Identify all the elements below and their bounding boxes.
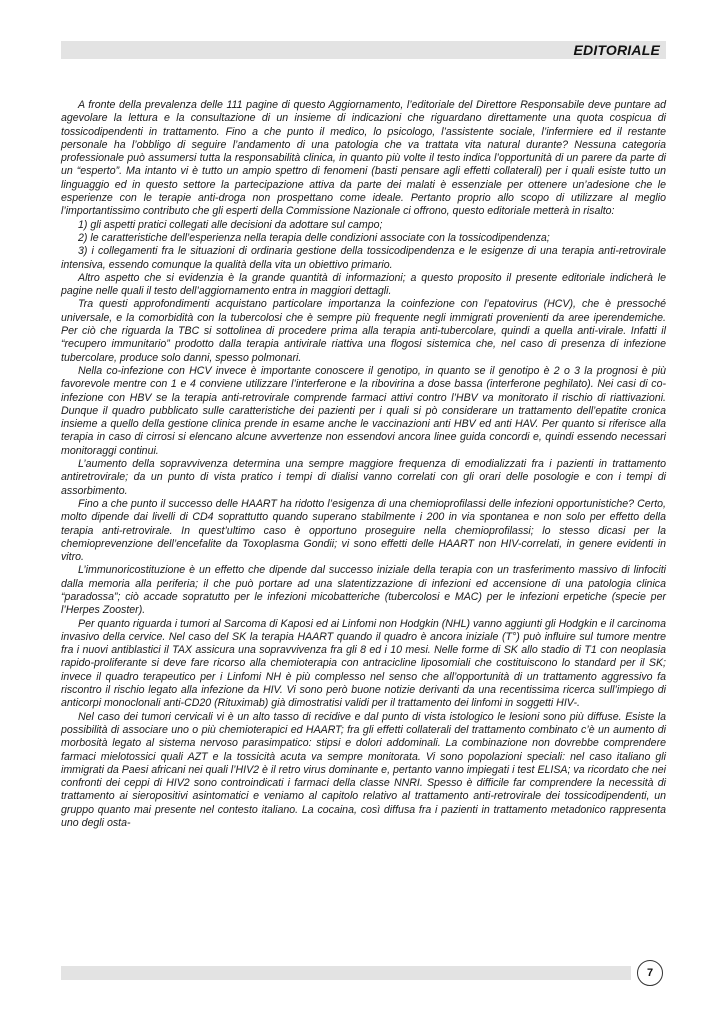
paragraph: Tra questi approfondimenti acquistano particolare importanza la coinfezione con l’epatovirus (HCV), che è pressoché universale, e la comorbidità con la tubercolosi che è sempre più frequente negli immigrati provenienti da aree iperendemiche. Per ciò che riguarda la TBC si sottolinea di procedere prima alla terapia anti-tubercolare, quindi a quella anti-virale. Infatti il “recupero immunitario” prodotto dalla terapia antivirale riattiva una flogosi sistemica che, nel caso di presenza di infezione tubercolare, produce solo danni, spesso polmonari. — [61, 298, 666, 364]
paragraph: Per quanto riguarda i tumori al Sarcoma di Kaposi ed ai Linfomi non Hodgkin (NHL) vanno aggiunti gli Hodgkin e il carcinoma invasivo della cervice. Nel caso del SK la terapia HAART quando il quadro è ancora iniziale (T°) può influire sul tumore mentre fra i nuovi antiblastici il TAX assicura una sopravvivenza fra gli 8 ed i 10 mesi. Nelle forme di SK allo stadio di T1 con neoplasia rapido-proliferante si deve fare ricorso alla chemioterapia con antracicline liposomiali che costituiscono lo standard per il SK; invece il quadro terapeutico per i Linfomi NH è più complesso nel senso che all’opportunità di un trattamento aggressivo fa riscontro il rischio legato alla infezione da HIV. Vi sono però buone notizie derivanti da una recentissima ricerca sull’impiego di anticorpi monoclonali anti-CD20 (Rituximab) già dimostratisi validi per il trattamento dei linfomi in soggetti HIV-. — [61, 617, 666, 710]
page-number: 7 — [646, 967, 654, 979]
paragraph: Fino a che punto il successo delle HAART ha ridotto l’esigenza di una chemioprofilassi delle infezioni opportunistiche? Certo, molto dipende dai livelli di CD4 soprattutto quando superano stabilmente i 200 in via spontanea e non solo per effetto della terapia anti-retrovirale. In quest’ultimo caso è opportuno proseguire nella chemioprofilassi; lo stesso dicasi per la chemioprevenzione dell’encefalite da Toxoplasma Gondii; vi sono effetti delle HAART non HIV-correlati, in genere evidenti in vitro. — [61, 497, 666, 564]
list-item: 1) gli aspetti pratici collegati alle decisioni da adottare sul campo; — [78, 218, 383, 231]
paragraph: L’aumento della sopravvivenza determina una sempre maggiore frequenza di emodializzati fra i pazienti in trattamento antiretrovirale; da un punto di vista pratico i tempi di dialisi vanno correlati con gli orari delle posologie e con i tempi di assorbimento. — [61, 458, 666, 497]
footer-bar — [61, 966, 631, 980]
paragraph: A fronte della prevalenza delle 111 pagine di questo Aggiornamento, l’editoriale del Direttore Responsabile deve puntare ad agevolare la lettura e la consultazione di un insieme di indicazioni che riguardano direttamente una quota cospicua di tossicodipendenti in trattamento. Fino a che punto il medico, lo psicologo, l’assistente sociale, l’infermiere ed il restante personale ha l’obbligo di seguire l’andamento di una patologia che va trattata vita natural durante? Nessuna categoria professionale può assumersi tutta la responsabilità clinica, in quanto più volte il testo indica l’opportunità di un parere da parte di un “esperto”. Ma intanto vi è tutto un ampio spettro di fenomeni (basti pensare agli effetti collaterali) per i quali esiste tutto un linguaggio ed in questo settore la partecipazione attiva da parte dei malati è essenziale per ottenere un’adesione che le esperienze con le terapie anti-droga non prospettano come ideale. Pertanto proprio allo scopo di utilizzare al meglio l’importantissimo contributo che gli esperti della Commissione Nazionale ci offrono, questo editoriale metterà in risalto: — [61, 99, 666, 218]
list-item: 2) le caratteristiche dell’esperienza nella terapia delle condizioni associate con la tossicodipendenza; — [78, 231, 550, 244]
editorial-body — [61, 99, 666, 830]
paragraph: Nella co-infezione con HCV invece è importante conoscere il genotipo, in quanto se il genotipo è 2 o 3 la prognosi è più favorevole mentre con 1 e 4 conviene utilizzare l’interferone e la ribovirina a dose bassa (interferone peghilato). Nei casi di co-infezione con HBV se la terapia anti-retrovirale comprende farmaci attivi contro l’HBV va monitorato il rischio di riattivazioni. Dunque il quadro pubblicato sulle caratteristiche dei pazienti per i quali si pò considerare un trattamento dell’epatite cronica insieme a quello della gestione clinica prende in esame anche le vaccinazioni anti HBV ed anti HAV. Per quanto si riferisce alla terapia in caso di cirrosi si elencano alcune avvertenze non essendovi ancora linee guida concordi e, quindi essendo necessari monitoraggi continui. — [61, 364, 666, 457]
section-title: EDITORIALE — [573, 42, 660, 58]
list-item: 3) i collegamenti fra le situazioni di ordinaria gestione della tossicodipendenza e le esigenze di una terapia anti-retrovirale intensiva, essendo comunque la qualità della vita un obiettivo primario. — [61, 245, 666, 271]
paragraph: Altro aspetto che si evidenzia è la grande quantità di informazioni; a questo proposito il presente editoriale indicherà le pagine nelle quali il testo dell’aggiornamento entra in maggiori dettagli. — [61, 271, 666, 298]
page-number-badge — [637, 960, 663, 986]
paragraph: L’immunoricostituzione è un effetto che dipende dal successo iniziale della terapia con un trasferimento massivo di linfociti dalla memoria alla periferia; il che può portare ad una slatentizzazione di infezioni ed accensione di una patologia clinica “paradossa”; ciò accade sopratutto per le infezioni micobatteriche (tubercolosi e MAC) per le infezioni erpetiche (specie per l’Herpes Zooster). — [61, 564, 666, 617]
paragraph: Nel caso dei tumori cervicali vi è un alto tasso di recidive e dal punto di vista istologico le lesioni sono più diffuse. Esiste la possibilità di associare uno o più chemioterapici ed HAART; fra gli effetti collaterali del trattamento combinato c’è un aumento di morbosità legato al sistema nervoso parasimpatico: stipsi e dolori addominali. La combinazione non dovrebbe comprendere farmaci mielotossici quali AZT e la tossicità acuta va sempre monitorata. Vi sono popolazioni speciali: nel caso italiano gli immigrati da Paesi africani nei quali l’HIV2 è il retro virus dominante e, pertanto vanno impiegati i test ELISA; va ricordato che nei confronti dei ceppi di HIV2 sono controindicati i farmaci della classe NNRI. Spesso è difficile far comprendere la necessità di trattamento ai sieropositivi asintomatici e veniamo al capitolo relativo al trattamento anti-retrovirale dei tossicodipendenti, un gruppo quanto mai presente nel contesto italiano. La cocaina, così diffusa fra i pazienti in trattamento metadonico rappresenta uno degli osta- — [61, 710, 666, 830]
header-bar — [61, 41, 666, 59]
